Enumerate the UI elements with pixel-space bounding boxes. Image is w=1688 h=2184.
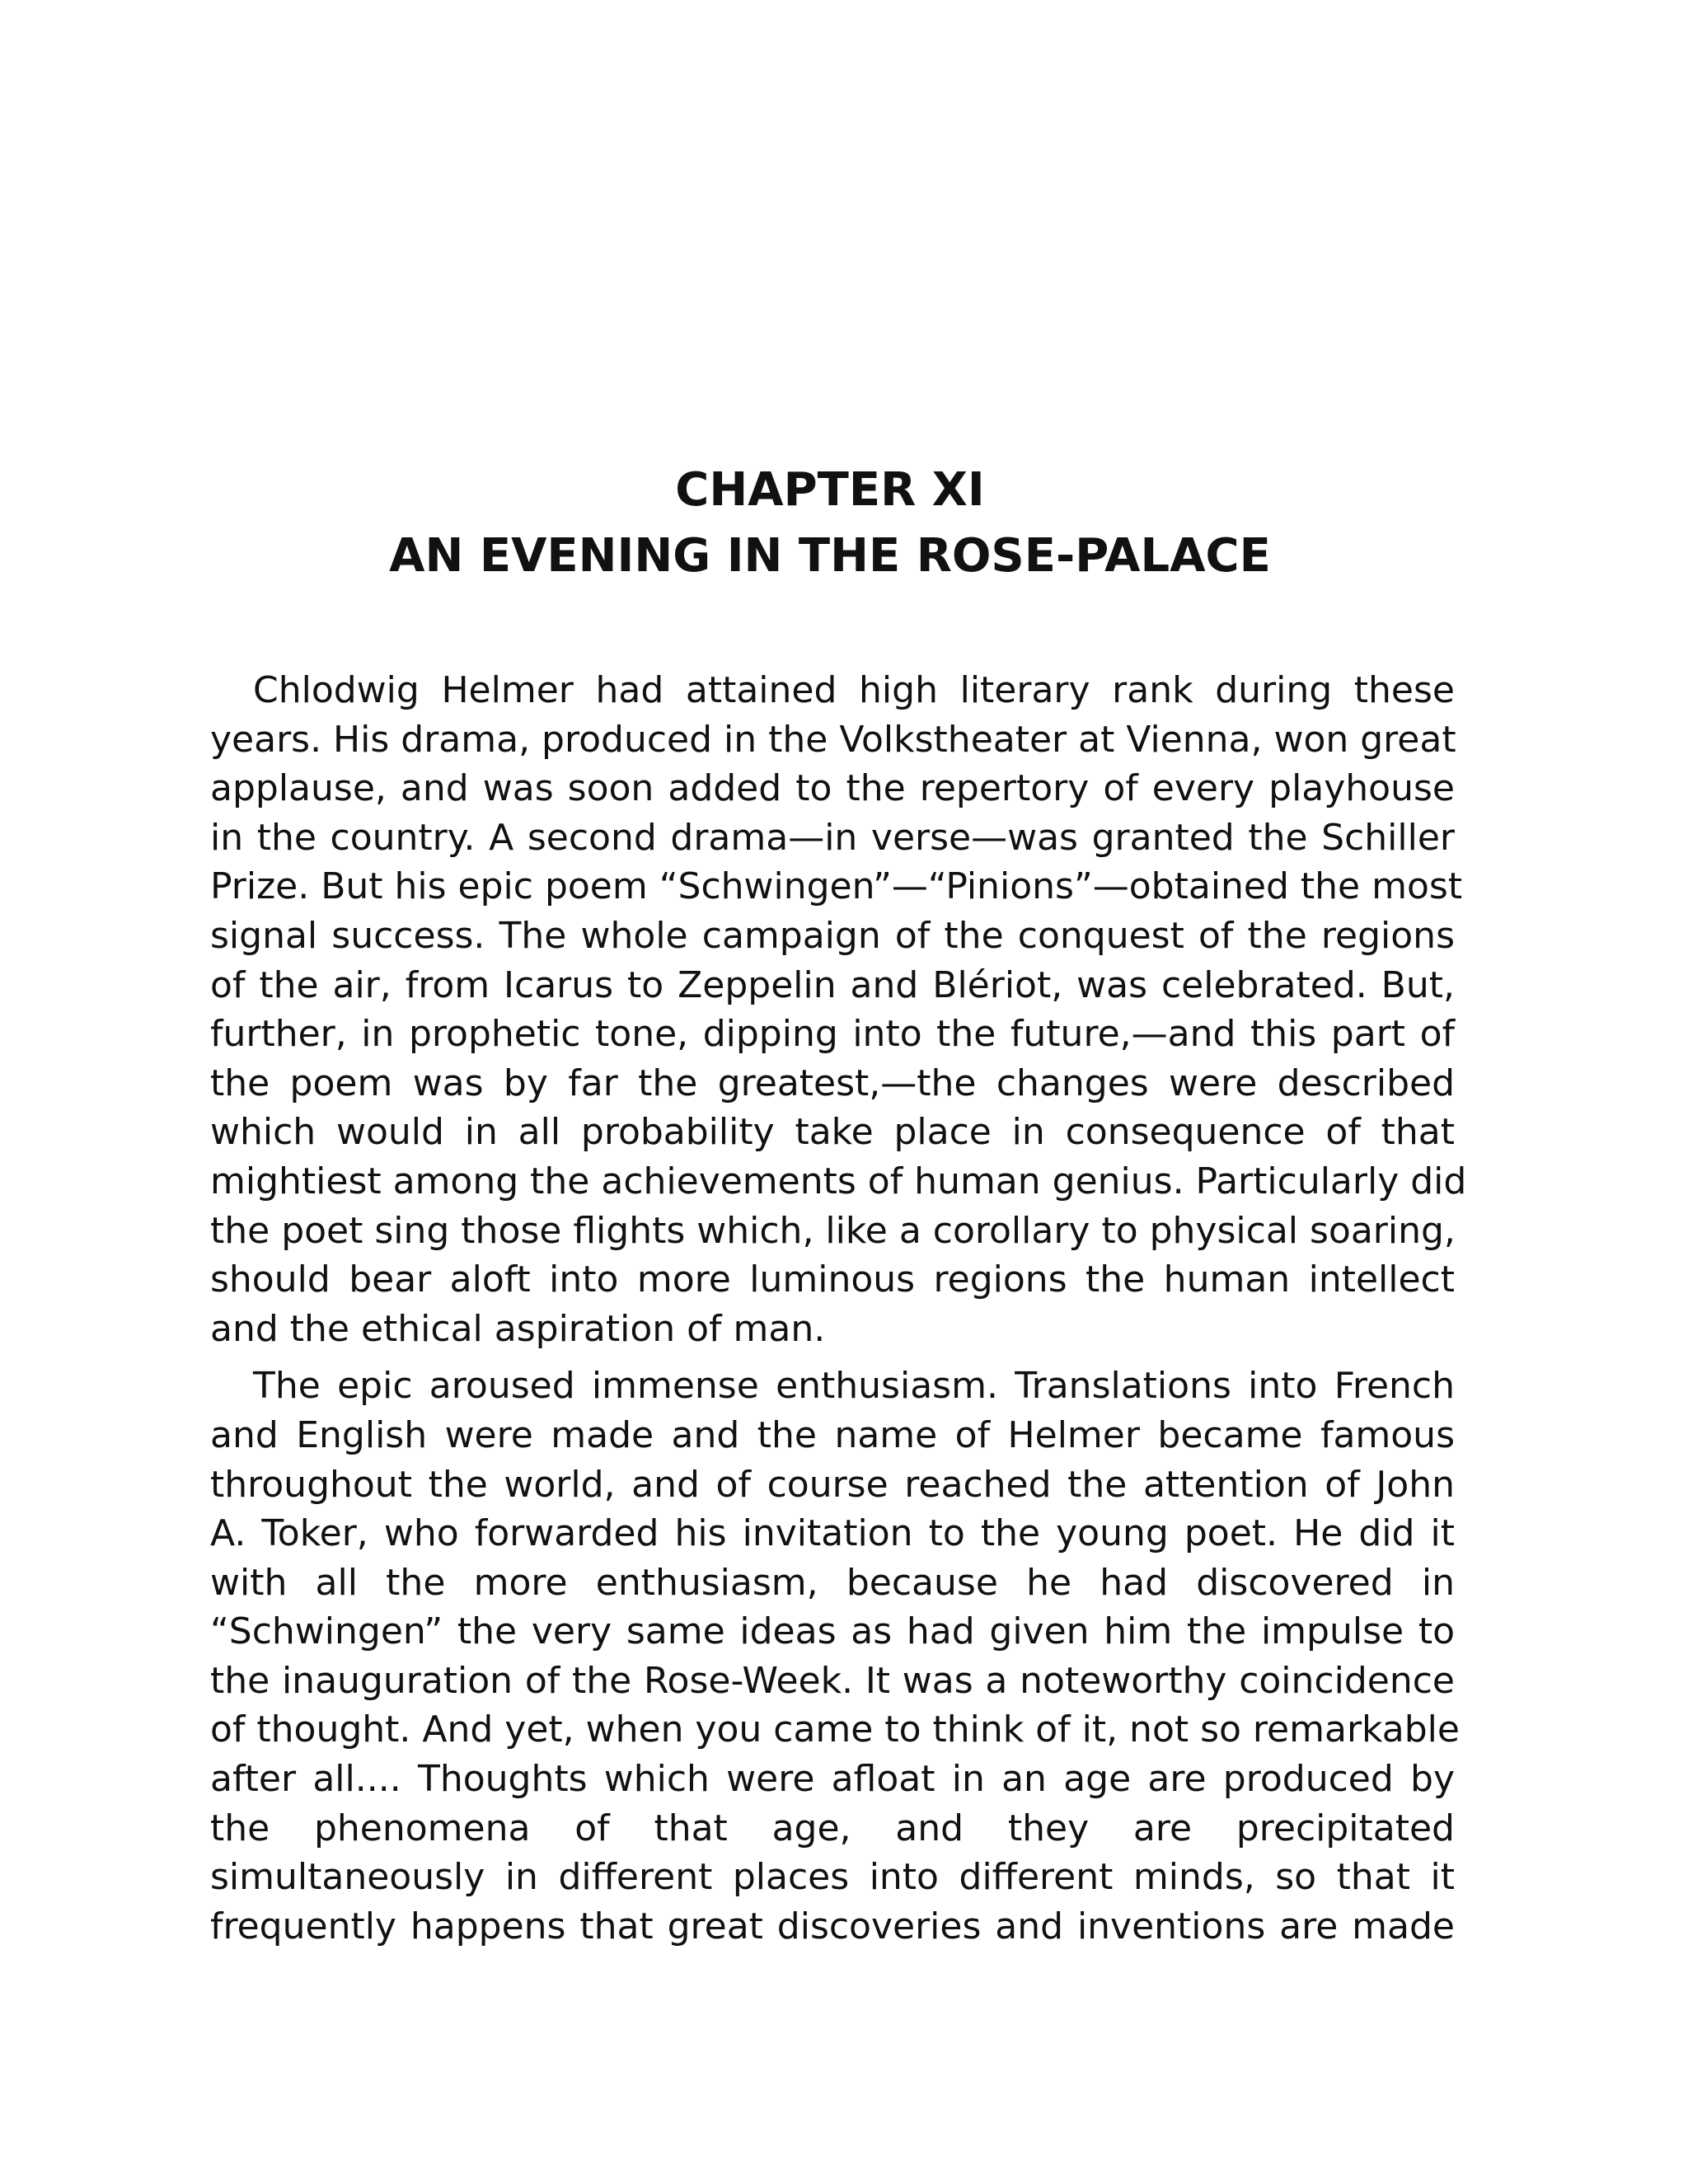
text-line: “Schwingen” the very same ideas as had given him the impulse to	[210, 1610, 1455, 1653]
chapter-body	[210, 666, 1467, 1951]
chapter-heading	[208, 457, 1452, 589]
text-line: mightiest among the achievements of human genius. Particularly did	[210, 1160, 1467, 1202]
text-line: the poem was by far the greatest,—the changes were described	[210, 1062, 1455, 1104]
text-line: the poet sing those flights which, like a corollary to physical soaring,	[210, 1209, 1456, 1252]
text-line: throughout the world, and of course reached the attention of John	[210, 1463, 1455, 1506]
text-line: further, in prophetic tone, dipping into the future,—and this part of	[210, 1013, 1455, 1056]
text-line: with all the more enthusiasm, because he had discovered in	[210, 1561, 1455, 1604]
text-line: of thought. And yet, when you came to think of it, not so remarkable	[210, 1708, 1460, 1751]
text-line: years. His drama, produced in the Volkstheater at Vienna, won great	[210, 718, 1456, 761]
text-line: A. Toker, who forwarded his invitation to the young poet. He did it	[210, 1512, 1455, 1555]
text-line: should bear aloft into more luminous regions the human intellect	[210, 1258, 1455, 1301]
text-line: applause, and was soon added to the repertory of every playhouse	[210, 767, 1455, 810]
text-line: in the country. A second drama—in verse—was granted the Schiller	[210, 816, 1455, 859]
text-line: and the ethical aspiration of man.	[210, 1307, 826, 1350]
paragraph-1	[210, 666, 1467, 1353]
paragraph-gap	[210, 1353, 1455, 1361]
text-line: after all.... Thoughts which were afloat in an age are produced by	[210, 1758, 1455, 1801]
text-line: The epic aroused immense enthusiasm. Translations into French	[253, 1365, 1455, 1408]
paragraph-2	[210, 1361, 1460, 1951]
text-line: and English were made and the name of Helmer became famous	[210, 1413, 1455, 1456]
text-line: the inauguration of the Rose-Week. It was a noteworthy coincidence	[210, 1659, 1455, 1702]
text-line: Prize. But his epic poem “Schwingen”—“Pinions”—obtained the most	[210, 865, 1463, 908]
text-line: Chlodwig Helmer had attained high literary rank during these	[253, 669, 1455, 711]
text-line: frequently happens that great discoveries and inventions are made	[210, 1905, 1455, 1947]
text-line: which would in all probability take place in consequence of that	[210, 1111, 1455, 1154]
text-line: simultaneously in different places into different minds, so that it	[210, 1856, 1455, 1899]
chapter-number: CHAPTER XI	[675, 463, 985, 517]
text-line: of the air, from Icarus to Zeppelin and Blériot, was celebrated. But,	[210, 963, 1455, 1006]
chapter-title: AN EVENING IN THE ROSE-PALACE	[389, 529, 1271, 583]
text-line: the phenomena of that age, and they are precipitated	[210, 1807, 1455, 1849]
text-line: signal success. The whole campaign of the conquest of the regions	[210, 914, 1455, 957]
